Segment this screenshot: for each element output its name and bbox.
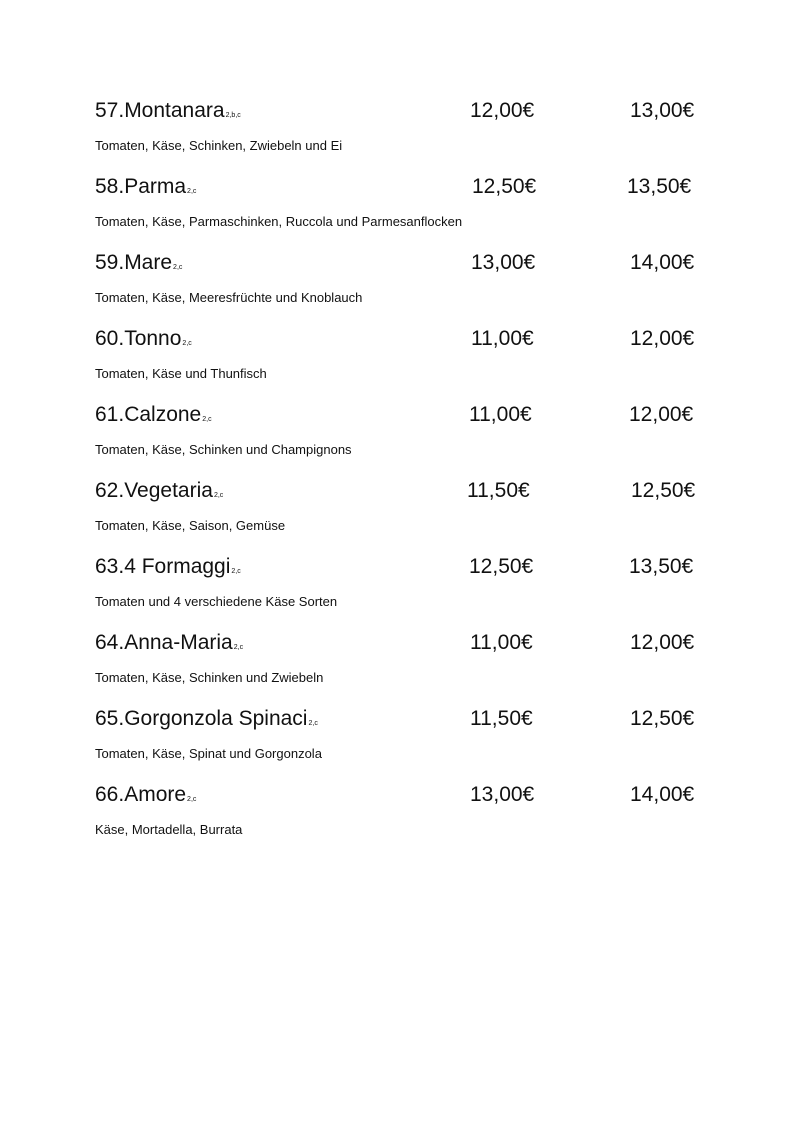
- price-small: 12,50€: [469, 555, 534, 578]
- price-large: 13,50€: [627, 175, 692, 198]
- price-large: 12,00€: [629, 403, 694, 426]
- price-small: 13,00€: [471, 251, 536, 274]
- menu-item: [0, 630, 793, 706]
- price-small: 11,00€: [471, 327, 534, 350]
- item-description: Tomaten, Käse, Schinken und Zwiebeln: [95, 670, 324, 685]
- price-large: 14,00€: [630, 783, 695, 806]
- menu-item: [0, 402, 793, 478]
- price-large: 12,00€: [630, 631, 695, 654]
- item-description: Tomaten, Käse, Parmaschinken, Ruccola und Parmesanflocken: [95, 214, 463, 229]
- price-small: 12,00€: [470, 99, 535, 122]
- item-name: 66.Amore2,c: [95, 783, 197, 806]
- item-description: Tomaten, Käse und Thunfisch: [95, 366, 267, 381]
- item-description: Tomaten, Käse, Meeresfrüchte und Knoblauch: [95, 290, 363, 305]
- price-large: 12,50€: [631, 479, 696, 502]
- menu-item: [0, 554, 793, 630]
- price-large: 13,50€: [629, 555, 694, 578]
- item-description: Tomaten, Käse, Schinken und Champignons: [95, 442, 352, 457]
- item-name: 60.Tonno2,c: [95, 327, 192, 350]
- menu-item: [0, 706, 793, 782]
- price-small: 11,50€: [470, 707, 533, 730]
- menu-item: [0, 98, 793, 174]
- allergen-codes: 2,c: [233, 644, 244, 651]
- item-name: 62.Vegetaria2,c: [95, 479, 224, 502]
- price-small: 13,00€: [470, 783, 535, 806]
- item-name: 64.Anna-Maria2,c: [95, 631, 244, 654]
- price-small: 11,50€: [467, 479, 530, 502]
- item-name: 61.Calzone2,c: [95, 403, 212, 426]
- menu-item: [0, 326, 793, 402]
- allergen-codes: 2,c: [213, 492, 224, 499]
- menu-item: [0, 250, 793, 326]
- price-large: 12,00€: [630, 327, 695, 350]
- allergen-codes: 2,c: [182, 340, 192, 347]
- allergen-codes: 2,c: [308, 720, 318, 727]
- allergen-codes: 2,b,c: [225, 112, 241, 119]
- menu-item: [0, 478, 793, 554]
- price-large: 12,50€: [630, 707, 695, 730]
- item-name: 65.Gorgonzola Spinaci2,c: [95, 707, 318, 730]
- price-small: 11,00€: [470, 631, 533, 654]
- allergen-codes: 2,c: [231, 568, 241, 575]
- item-name: 63.4 Formaggi2,c: [95, 555, 241, 578]
- allergen-codes: 2,c: [187, 188, 197, 195]
- item-description: Tomaten, Käse, Schinken, Zwiebeln und Ei: [95, 138, 343, 153]
- item-name: 59.Mare2,c: [95, 251, 183, 274]
- item-description: Tomaten und 4 verschiedene Käse Sorten: [95, 594, 338, 609]
- menu-item: [0, 174, 793, 250]
- allergen-codes: 2,c: [202, 416, 212, 423]
- menu-item: [0, 782, 793, 858]
- allergen-codes: 2,c: [187, 796, 197, 803]
- item-description: Tomaten, Käse, Spinat und Gorgonzola: [95, 746, 322, 761]
- item-description: Käse, Mortadella, Burrata: [95, 822, 243, 837]
- item-name: 58.Parma2,c: [95, 175, 197, 198]
- item-name: 57.Montanara2,b,c: [95, 99, 241, 122]
- item-description: Tomaten, Käse, Saison, Gemüse: [95, 518, 286, 533]
- price-small: 12,50€: [472, 175, 537, 198]
- price-large: 13,00€: [630, 99, 695, 122]
- allergen-codes: 2,c: [173, 264, 183, 271]
- price-small: 11,00€: [469, 403, 532, 426]
- price-large: 14,00€: [630, 251, 695, 274]
